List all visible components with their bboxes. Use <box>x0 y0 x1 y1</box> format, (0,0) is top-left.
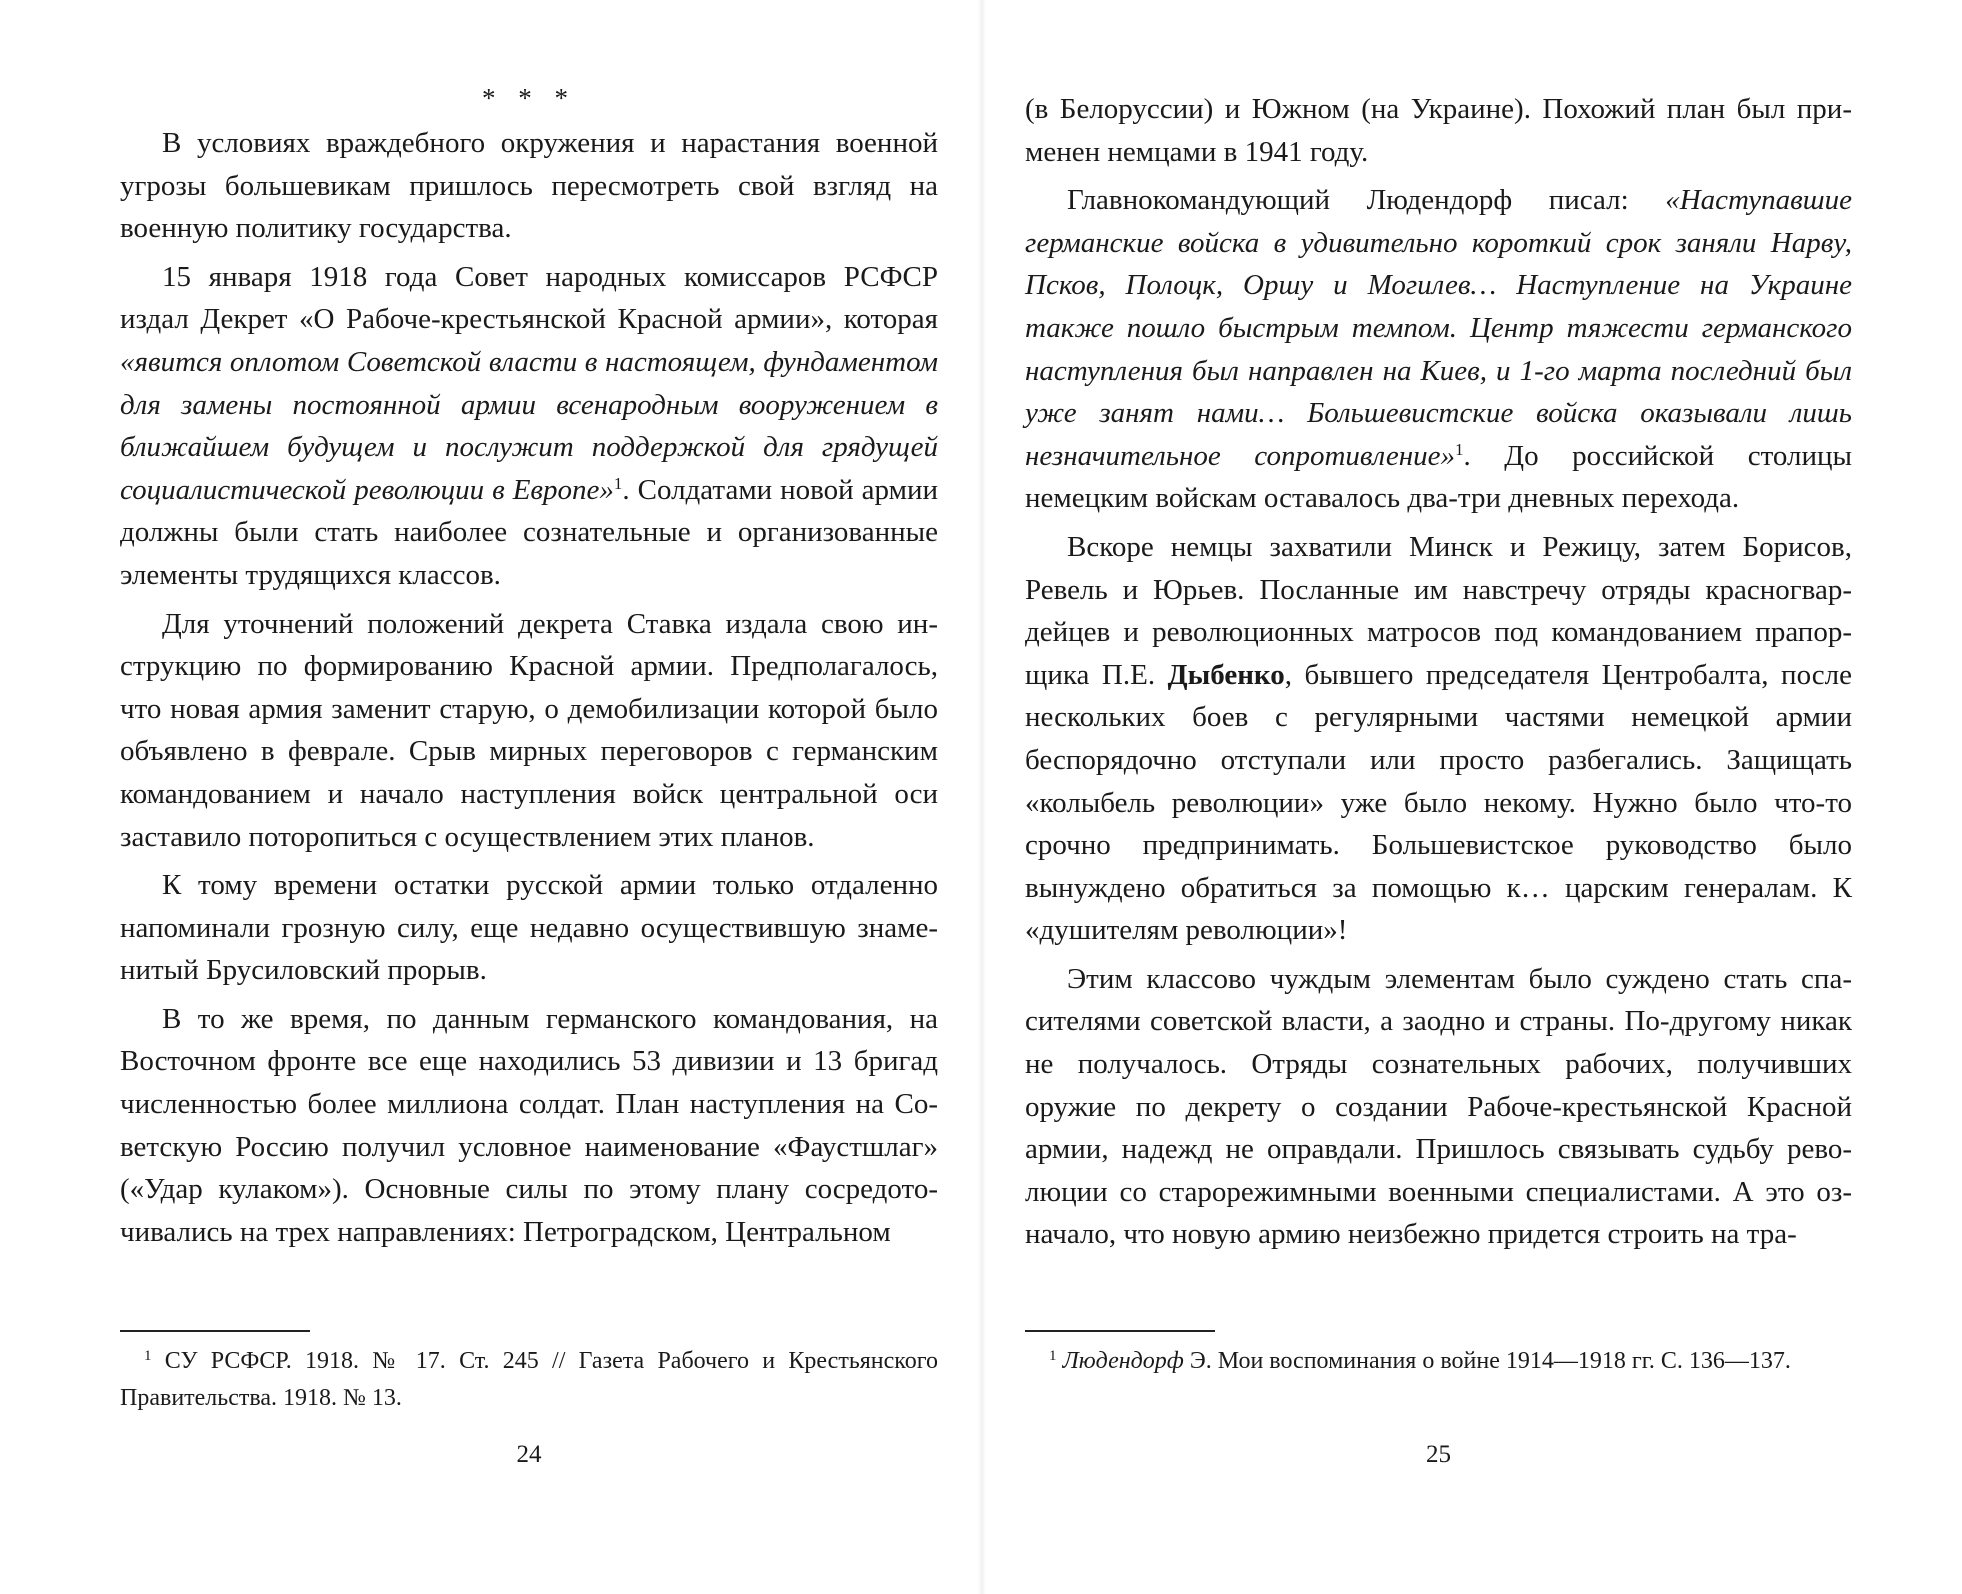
text-span: . Солдатами новой армии должны были стать наиболее сознательные и организованные элементы трудящихся классов. <box>120 473 938 591</box>
bold-name: Дыбенко <box>1167 658 1285 691</box>
ludendorff-quote: «Наступавшие германские войска в удивительно короткий срок заняли Нарву, Псков, Полоцк, Оршу и Могилев… Наступление на Украине также пошло быстрым темпом. Центр тяжести германского наступления был направлен на Киев, и 1-го марта последний был уже занят нами… Большевистские войска оказывали лишь незначительное сопротивление» <box>1025 184 1852 472</box>
footnote-author: Людендорф <box>1062 1348 1184 1374</box>
page-number: 24 <box>516 1441 542 1468</box>
paragraph <box>120 256 938 597</box>
footnote-divider <box>120 1330 310 1332</box>
text-span: , бывшего председателя Центробалта, после нескольких боев с регулярными частями немецкой армии беспорядочно отступали или просто разбегались. Защищать «колыбель революции» уже было некому. Нужно было что-то срочно предпринимать. Большевистское руководство было вынуждено обратиться за помощью к… царским генералам. К «душителям революции»! <box>1025 658 1853 947</box>
paragraph: Этим классово чуждым элементам было суждено стать спасителями советской власти, а заодно и страны. По-другому никак не получалось. Отряды сознательных рабочих, получивших оружие по декрету о создании Рабоче-крестьянской Красной армии, надежд не оправдали. Пришлось связывать судьбу революции со старорежимными военными специалистами. А это означало, что новую армию неизбежно придется строить на тра- <box>1025 962 1852 1251</box>
footnote-text: Э. Мои воспоминания о войне 1914—1918 гг. С. 136—137. <box>1183 1348 1791 1374</box>
footnote-divider <box>1025 1330 1215 1332</box>
paragraph: Для уточнений положений декрета Ставка издала свою инструкцию по формированию Красной армии. Предполагалось, что новая армия заменит старую, о демобилизации которой было объявлено в феврале. Срыв мирных переговоров с германским командованием и начало наступления войск центральной оси заставило поторопиться с осуществлением этих планов. <box>120 607 938 853</box>
text-span: 15 января 1918 года Совет народных комиссаров РСФСР издал Декрет «О Рабоче-крестьянской Красной армии», которая <box>120 260 938 336</box>
text-span: . До российской столицы немецким войскам оставалось два-три дневных перехода. <box>1025 439 1852 515</box>
decree-quote: «явится оплотом Советской власти в настоящем, фундаментом для замены постоянной армии всенародным вооружением в ближайшем будущем и послужит поддержкой для грядущей социалистической революции в Европе» <box>120 345 938 506</box>
page-number: 25 <box>1426 1441 1451 1468</box>
right-page-body <box>1025 88 1852 1256</box>
footnote-reference: 1 <box>613 473 623 493</box>
paragraph: В то же время, по данным германского командования, на Восточном фронте все еще находились 53 дивизии и 13 бригад численностью более миллиона солдат. План наступления на Советскую Россию получил условное наименование «Фаустшлаг» («Удар кулаком»). Основные силы по этому плану сосредоточивались на трех направлениях: Петроградском, Центральном <box>120 1002 938 1248</box>
text-span: Главнокомандующий Людендорф писал: <box>1067 184 1666 217</box>
footnote-marker: 1 <box>1049 1348 1057 1364</box>
footnote-reference: 1 <box>1454 439 1464 459</box>
right-page <box>1025 0 1852 1594</box>
paragraph: В условиях враждебного окружения и нарастания военной угрозы большевикам пришлось пересмотреть свой взгляд на военную политику государства. <box>120 127 938 245</box>
paragraph: К тому времени остатки русской армии только отдаленно напоминали грозную силу, еще недавно осуществившую знаменитый Брусиловский прорыв. <box>120 869 938 987</box>
paragraph-continuation: (в Белоруссии) и Южном (на Украине). Похожий план был применен немцами в 1941 году. <box>1025 93 1852 168</box>
footnote-text: СУ РСФСР. 1918. № 17. Ст. 245 // Газета Рабочего и Крестьянского Правительства. 1918. № 13. <box>120 1348 938 1411</box>
left-page <box>120 0 938 1594</box>
text-span: Вскоре немцы захватили Минск и Режицу, затем Борисов, Ревель и Юрьев. Посланные им навстречу отряды красногвардейцев и революционных матросов под командованием прапорщика П.Е. <box>1025 530 1852 691</box>
footnote <box>1025 1343 1852 1380</box>
paragraph <box>1025 179 1852 520</box>
book-gutter <box>978 0 986 1594</box>
left-page-body <box>120 122 938 1253</box>
footnote-marker: 1 <box>144 1348 152 1364</box>
paragraph <box>1025 526 1852 952</box>
section-asterism: * * * <box>482 83 576 113</box>
footnote <box>120 1343 938 1417</box>
